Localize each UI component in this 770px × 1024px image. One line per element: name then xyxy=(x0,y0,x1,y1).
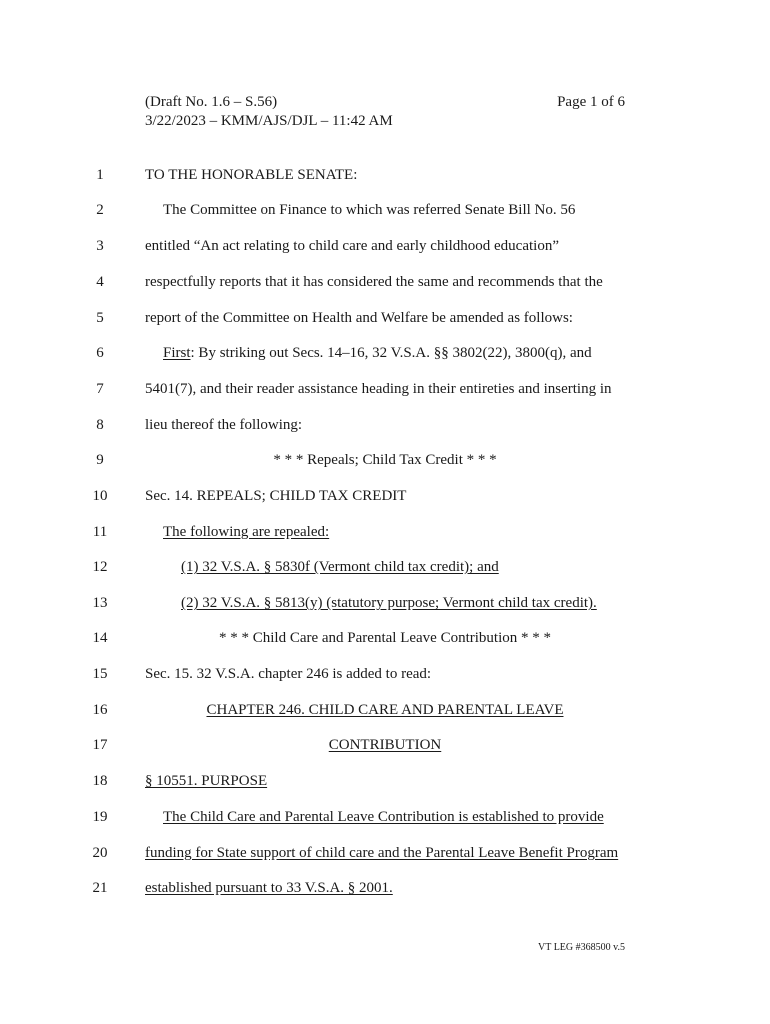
line-text: Sec. 14. REPEALS; CHILD TAX CREDIT xyxy=(145,488,407,504)
draft-meta: 3/22/2023 – KMM/AJS/DJL – 11:42 AM xyxy=(145,113,393,129)
line-number: 9 xyxy=(96,452,104,468)
page-indicator: Page 1 of 6 xyxy=(557,94,625,110)
line-text-rest: : By striking out Secs. 14–16, 32 V.S.A. §§ 3802(22), 3800(q), and xyxy=(190,345,592,361)
line-number: 4 xyxy=(96,274,104,290)
section-title: § 10551. PURPOSE xyxy=(145,773,268,789)
chapter-heading-continued xyxy=(145,735,625,755)
line-number: 18 xyxy=(92,773,108,789)
line-text: established pursuant to 33 V.S.A. § 2001. xyxy=(145,880,393,896)
line-text: respectfully reports that it has considered the same and recommends that the xyxy=(145,274,603,290)
line-number: 13 xyxy=(92,595,108,611)
section-heading: * * * Child Care and Parental Leave Contribution * * * xyxy=(218,630,551,646)
section-heading: * * * Repeals; Child Tax Credit * * * xyxy=(273,452,497,468)
line-text: 5401(7), and their reader assistance heading in their entireties and inserting in xyxy=(145,381,612,397)
line-number: 21 xyxy=(92,880,108,896)
line-number: 19 xyxy=(92,809,108,825)
line-text: The Child Care and Parental Leave Contribution is established to provide xyxy=(163,809,604,825)
line-number: 8 xyxy=(96,417,104,433)
chapter-heading-text: CONTRIBUTION xyxy=(328,737,442,753)
line-number: 3 xyxy=(96,238,104,254)
line-number: 5 xyxy=(96,310,104,326)
line-number: 11 xyxy=(92,524,108,540)
line-number: 7 xyxy=(96,381,104,397)
draft-number: (Draft No. 1.6 – S.56) xyxy=(145,94,278,110)
chapter-heading xyxy=(145,700,625,720)
line-text: The following are repealed: xyxy=(163,524,330,540)
line-text xyxy=(163,343,592,363)
line-number: 6 xyxy=(96,345,104,361)
line-text: entitled “An act relating to child care and early childhood education” xyxy=(145,238,559,254)
line-number: 15 xyxy=(92,666,108,682)
line-text: report of the Committee on Health and Welfare be amended as follows: xyxy=(145,310,573,326)
line-text: lieu thereof the following: xyxy=(145,417,303,433)
line-number: 17 xyxy=(92,737,108,753)
chapter-heading-text: CHAPTER 246. CHILD CARE AND PARENTAL LEAVE xyxy=(206,702,564,718)
line-number: 16 xyxy=(92,702,108,718)
document-footer: VT LEG #368500 v.5 xyxy=(538,942,625,953)
line-text: Sec. 15. 32 V.S.A. chapter 246 is added to read: xyxy=(145,666,432,682)
line-number: 12 xyxy=(92,559,108,575)
first-label: First xyxy=(163,345,191,361)
line-text: (2) 32 V.S.A. § 5813(y) (statutory purpose; Vermont child tax credit). xyxy=(181,595,597,611)
line-text: TO THE HONORABLE SENATE: xyxy=(145,167,358,183)
line-number: 2 xyxy=(96,202,104,218)
line-number: 10 xyxy=(92,488,108,504)
line-number: 14 xyxy=(92,630,108,646)
line-text: The Committee on Finance to which was referred Senate Bill No. 56 xyxy=(163,202,576,218)
line-number: 1 xyxy=(96,167,104,183)
line-number: 20 xyxy=(92,845,108,861)
line-text: (1) 32 V.S.A. § 5830f (Vermont child tax credit); and xyxy=(181,559,499,575)
line-text: funding for State support of child care and the Parental Leave Benefit Program xyxy=(145,845,619,861)
